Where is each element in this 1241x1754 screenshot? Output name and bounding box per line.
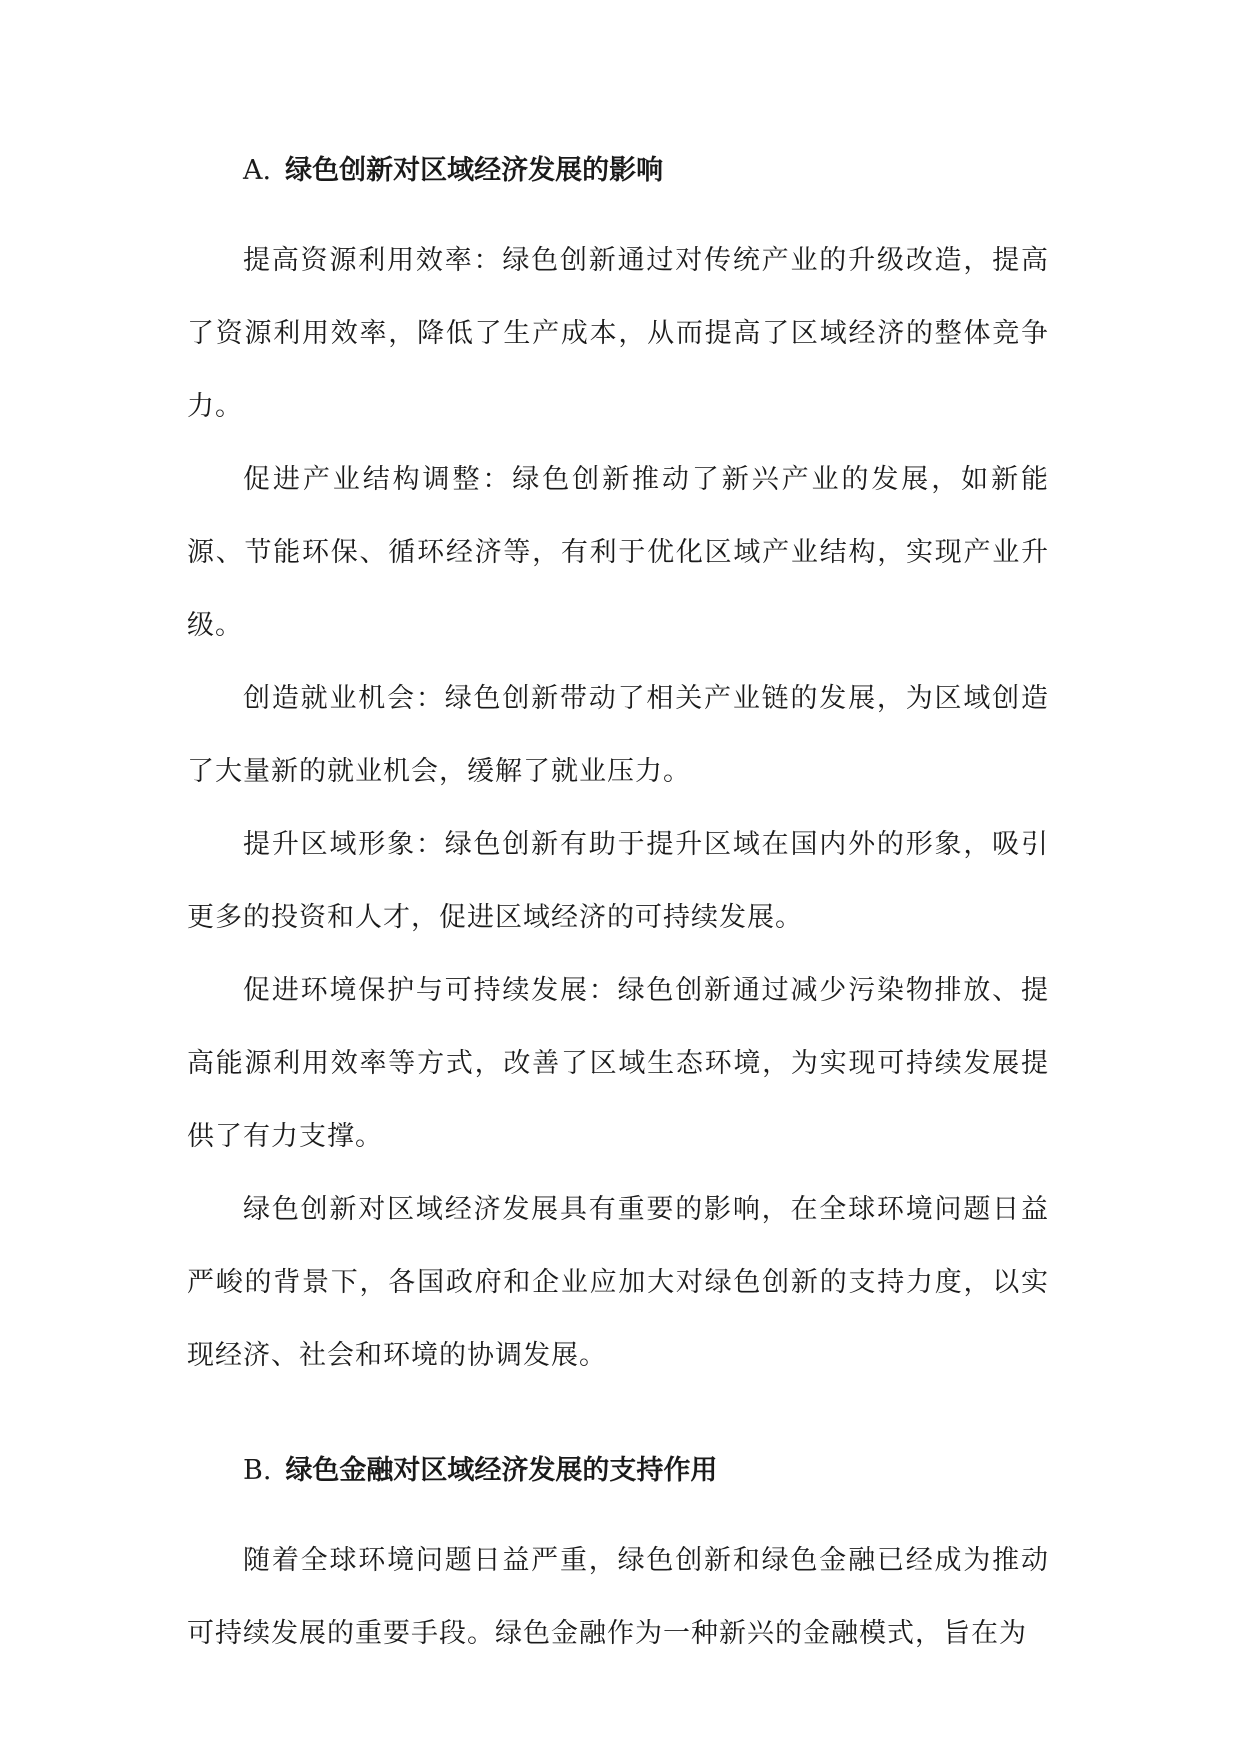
paragraph: 提高资源利用效率：绿色创新通过对传统产业的升级改造，提高了资源利用效率，降低了生产成本，从而提高了区域经济的整体竞争力。 (187, 245, 1049, 422)
section-title: 绿色创新对区域经济发展的影响 (285, 155, 664, 186)
section-heading-b (187, 1448, 1049, 1494)
spacer (187, 1494, 1049, 1524)
section-heading-a (187, 148, 1049, 194)
section-marker: B. (243, 1455, 272, 1486)
paragraph: 提升区域形象：绿色创新有助于提升区域在国内外的形象，吸引更多的投资和人才，促进区域经济的可持续发展。 (187, 829, 1049, 933)
paragraph: 促进环境保护与可持续发展：绿色创新通过减少污染物排放、提高能源利用效率等方式，改善了区域生态环境，为实现可持续发展提供了有力支撑。 (187, 975, 1049, 1152)
section-marker: A. (243, 155, 272, 186)
spacer (187, 1392, 1049, 1448)
paragraph: 绿色创新对区域经济发展具有重要的影响，在全球环境问题日益严峻的背景下，各国政府和企业应加大对绿色创新的支持力度，以实现经济、社会和环境的协调发展。 (187, 1194, 1049, 1371)
paragraph: 随着全球环境问题日益严重，绿色创新和绿色金融已经成为推动可持续发展的重要手段。绿色金融作为一种新兴的金融模式，旨在为 (187, 1545, 1049, 1649)
spacer (187, 194, 1049, 224)
document-body (187, 148, 1049, 1670)
paragraph: 促进产业结构调整：绿色创新推动了新兴产业的发展，如新能源、节能环保、循环经济等，有利于优化区域产业结构，实现产业升级。 (187, 464, 1049, 641)
paragraph: 创造就业机会：绿色创新带动了相关产业链的发展，为区域创造了大量新的就业机会，缓解了就业压力。 (187, 683, 1049, 787)
section-title: 绿色金融对区域经济发展的支持作用 (285, 1455, 718, 1486)
